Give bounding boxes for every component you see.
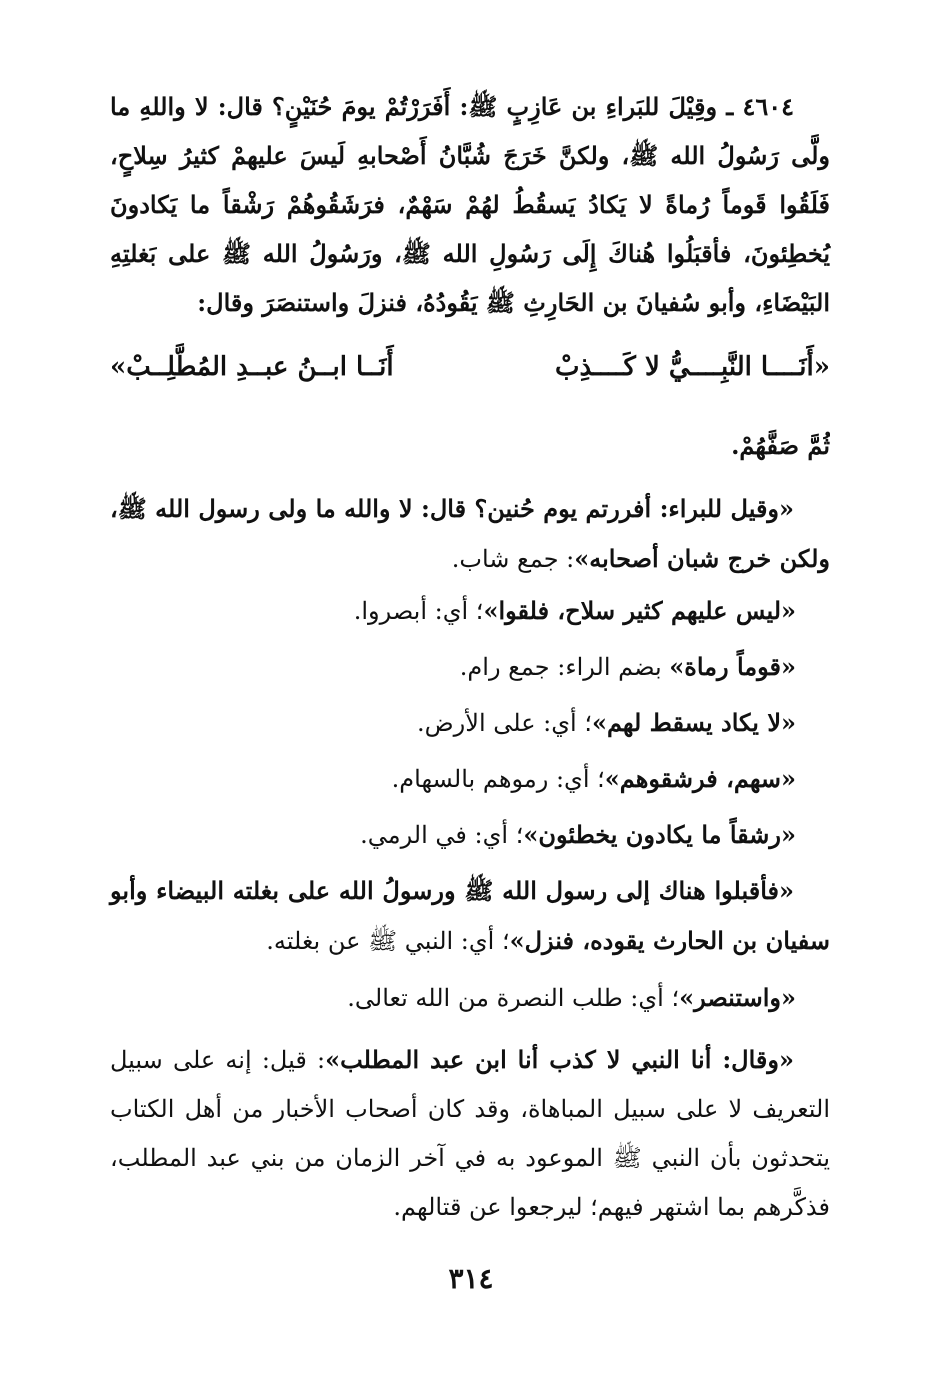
commentary-para-1: [110, 484, 830, 584]
commentary-quote: «وقال: أنا النبي لا كذب أنا ابن عبد المطلب»: [325, 1045, 794, 1074]
commentary-para-7: [110, 866, 830, 966]
commentary-quote: «لا يكاد يسقط لهم»: [591, 708, 796, 737]
verse-hemistich-second: أَنَــا ابــنُ عبــدِ المُطَّلِــبْ»: [110, 352, 394, 382]
commentary-line-2: [110, 591, 796, 631]
commentary-quote: «سهم، فرشقوهم»: [604, 764, 796, 793]
commentary-para-9: [110, 1035, 830, 1232]
commentary-line-8: [110, 978, 796, 1018]
commentary-gloss: ؛ أي: رموهم بالسهام.: [391, 765, 605, 793]
commentary-line-6: [110, 815, 796, 855]
verse-after-text: ثُمَّ صَفَّهُمْ.: [731, 431, 830, 460]
commentary-line-4: [110, 703, 796, 743]
commentary-quote: «واستنصر»: [679, 983, 796, 1012]
commentary-line-3: [110, 647, 796, 687]
commentary-line-5: [110, 759, 796, 799]
page-number: ٣١٤: [448, 1262, 494, 1295]
commentary-quote: «رشقاً ما يكادون يخطئون»: [523, 820, 796, 849]
hadith-text: ٤٦٠٤ ـ وقِيْلَ للبَراءِ بن عَازِبٍ ﷺ: أَفَرَرْتُمْ يومَ حُنَيْنٍ؟ قال: لا واللهِ ما ولَّى رَسُولُ الله ﷺ، ولكنَّ خَرَجَ شُبَّانُ أَصْحابهِ لَيسَ عليهمْ كثيرُ سِلاحٍ، فَلَقُوا قَوماً رُماةً لا يَكادُ يَسقُطُ لهُمْ سَهْمٌ، فرَشَقُوهُمْ رَشْقاً ما يَكادونَ يُخطِئونَ، فأقبَلُوا هُناكَ إِلَى رَسُولِ الله ﷺ، ورَسُولُ الله ﷺ على بَغلتِهِ البَيْضَاءِ، وأبو سُفيانَ بن الحَارِثِ ﷺ يَقُودُهُ، فنزلَ واستنصَرَ وقال:: [110, 92, 831, 317]
commentary-gloss: بضم الراء: جمع رام.: [459, 653, 670, 681]
commentary-gloss: : جمع شاب.: [451, 545, 575, 573]
commentary-gloss: ؛ أي: على الأرض.: [417, 709, 592, 737]
verse-hemistich-first: «أَنَــــا النَّبِــــيُّ لا كَــــذِبْ: [554, 352, 830, 382]
commentary-quote: «ليس عليهم كثير سلاح، فلقوا»: [483, 596, 796, 625]
commentary-gloss: ؛ أي: أبصروا.: [353, 597, 484, 625]
commentary-quote: «وقيل للبراء: أفررتم يوم حُنين؟ قال: لا والله ما ولى رسول الله ﷺ، ولكن خرج شبان أصحابه»: [110, 494, 830, 573]
commentary-quote: «قوماً رماة»: [669, 652, 796, 681]
commentary-gloss: : قيل: إنه على سبيل التعريف لا على سبيل المباهاة، وقد كان أصحاب الأخبار من أهل الكتاب يتحدثون بأن النبي ﷺ الموعود به في آخر الزمان من بني عبد المطلب، فذكَّرهم بما اشتهر فيهم؛ ليرجعوا عن قتالهم.: [110, 1046, 830, 1221]
commentary-gloss: ؛ أي: النبي ﷺ عن بغلته.: [266, 927, 510, 955]
poetry-verse: [110, 352, 830, 412]
commentary-quote: «فأقبلوا هناك إلى رسول الله ﷺ ورسولُ الله على بغلته البيضاء وأبو سفيان بن الحارث يقوده، فنزل»: [110, 876, 830, 955]
commentary-gloss: ؛ أي: في الرمي.: [360, 821, 524, 849]
commentary-gloss: ؛ أي: طلب النصرة من الله تعالى.: [347, 984, 680, 1012]
